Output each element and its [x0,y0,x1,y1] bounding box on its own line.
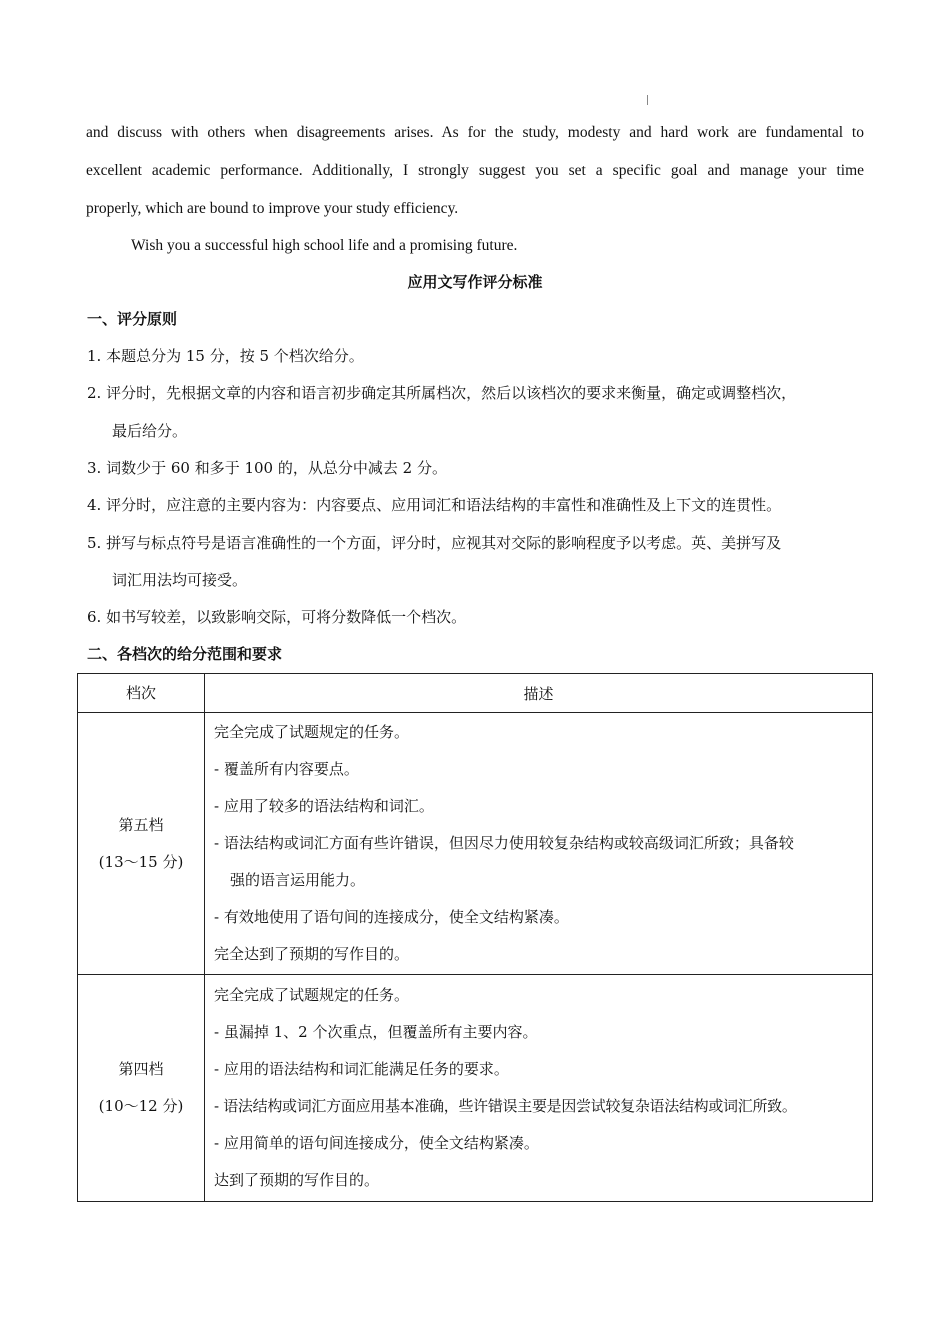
scoring-table [77,673,873,1202]
rule-item: 5. 拼写与标点符号是语言准确性的一个方面，评分时，应视其对交际的影响程度予以考虑。英、美拼写及 [87,534,782,552]
rule-item: 6. 如书写较差，以致影响交际，可将分数降低一个档次。 [87,608,467,626]
description-line: 达到了预期的写作目的。 [214,1171,380,1189]
level-range: (13～15 分) [98,852,184,871]
level-cell [78,975,205,1202]
letter-line: properly, which are bound to improve your study efficiency. [86,200,459,217]
description-cell [205,713,873,975]
table-row [78,975,873,1202]
page-title: 应用文写作评分标准 [407,273,543,291]
table-header-row [78,674,873,713]
description-cell [205,975,873,1202]
description-line: 强的语言运用能力。 [230,871,366,889]
description-line: - 语法结构或词汇方面有些许错误，但因尽力使用较复杂结构或较高级词汇所致；具备较 [214,834,794,852]
rule-item: 4. 评分时，应注意的主要内容为：内容要点、应用词汇和语法结构的丰富性和准确性及上下文的连贯性。 [87,496,782,514]
rule-item-continued: 最后给分。 [112,422,188,440]
rule-item-continued: 词汇用法均可接受。 [112,571,248,589]
description-line: - 语法结构或词汇方面应用基本准确，些许错误主要是因尝试较复杂语法结构或词汇所致。 [214,1097,797,1115]
description-line: - 应用的语法结构和词汇能满足任务的要求。 [214,1060,509,1078]
rule-item: 1. 本题总分为 15 分，按 5 个档次给分。 [87,347,364,365]
description-line: - 有效地使用了语句间的连接成分，使全文结构紧凑。 [214,908,569,926]
level-name: 第五档 [118,815,164,834]
description-line: 完全达到了预期的写作目的。 [214,945,410,963]
level-name: 第四档 [118,1060,164,1078]
description-line: - 应用了较多的语法结构和词汇。 [214,797,434,815]
rule-item: 3. 词数少于 60 和多于 100 的，从总分中减去 2 分。 [87,459,447,477]
table-row [78,713,873,975]
section-heading: 一、评分原则 [87,310,178,328]
description-line: 完全完成了试题规定的任务。 [214,723,410,741]
page-marker [647,95,648,105]
rule-item: 2. 评分时，先根据文章的内容和语言初步确定其所属档次，然后以该档次的要求来衡量，确定或调整档次， [87,384,797,402]
table-header-level: 档次 [78,674,205,713]
description-line: - 应用简单的语句间连接成分，使全文结构紧凑。 [214,1134,539,1152]
level-range: (10～12 分) [98,1097,184,1115]
description-line: 完全完成了试题规定的任务。 [214,986,410,1004]
letter-line: excellent academic performance. Additionally, I strongly suggest you set a specific goal and manage your time [86,162,864,179]
table-header-description: 描述 [205,674,873,713]
level-cell [78,713,205,975]
description-line: - 覆盖所有内容要点。 [214,760,359,778]
section-heading: 二、各档次的给分范围和要求 [87,645,283,663]
letter-closing: Wish you a successful high school life and a promising future. [131,237,518,254]
letter-line: and discuss with others when disagreements arises. As for the study, modesty and hard work are fundamental to [86,124,864,141]
description-line: - 虽漏掉 1、2 个次重点，但覆盖所有主要内容。 [214,1023,538,1041]
